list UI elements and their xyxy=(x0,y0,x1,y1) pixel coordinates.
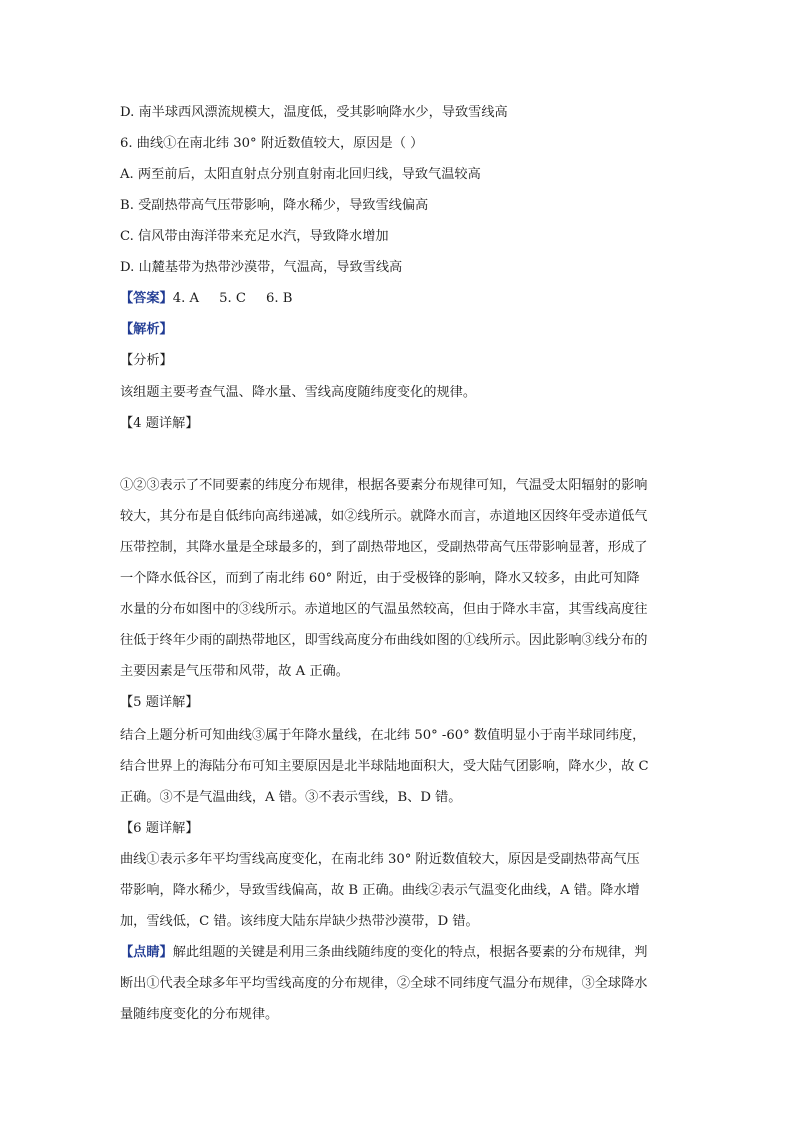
fenxi-text: 该组题主要考查气温、降水量、雪线高度随纬度变化的规律。 xyxy=(120,385,477,400)
option-c-q6: C. 信风带由海洋带来充足水汽，导致降水增加 xyxy=(120,229,389,244)
q4-line-6: 往低于终年少雨的副热带地区，即雪线高度分布曲线如图的①线所示。因此影响③线分布的 xyxy=(120,633,648,648)
q5-line-1: 结合上题分析可知曲线③属于年降水量线，在北纬 50° -60° 数值明显小于南半球同纬度， xyxy=(120,728,646,743)
answer-5: 5. C xyxy=(219,291,246,306)
answer-6: 6. B xyxy=(265,291,293,306)
answer-line xyxy=(120,289,684,309)
question-6: 6. 曲线①在南北纬 30° 附近数值较大，原因是（ ） xyxy=(120,136,424,151)
dianjing-line-2: 断出①代表全球多年平均雪线高度的分布规律，②全球不同纬度气温分布规律，③全球降水 xyxy=(120,976,648,991)
q4-line-2: 较大，其分布是自低纬向高纬递减，如②线所示。就降水而言，赤道地区因终年受赤道低气 xyxy=(120,509,648,524)
q4-line-5: 水量的分布如图中的③线所示。赤道地区的气温虽然较高，但由于降水丰富，其雪线高度往 xyxy=(120,602,648,617)
dianjing-line-1 xyxy=(120,943,684,963)
option-d-q6: D. 山麓基带为热带沙漠带，气温高，导致雪线高 xyxy=(120,260,403,275)
answer-4: 4. A xyxy=(172,291,200,306)
q6-line-2: 带影响，降水稀少，导致雪线偏高，故 B 正确。曲线②表示气温变化曲线，A 错。降水增 xyxy=(120,883,640,898)
q5-heading: 【5 题详解】 xyxy=(120,695,199,710)
q5-line-2: 结合世界上的海陆分布可知主要原因是北半球陆地面积大，受大陆气团影响，降水少，故 C xyxy=(120,759,649,774)
option-a-q6: A. 两至前后，太阳直射点分别直射南北回归线，导致气温较高 xyxy=(120,167,481,182)
q4-line-1: ①②③表示了不同要素的纬度分布规律，根据各要素分布规律可知，气温受太阳辐射的影响 xyxy=(120,478,648,493)
q6-line-3: 加，雪线低，C 错。该纬度大陆东岸缺少热带沙漠带，D 错。 xyxy=(120,914,479,929)
q4-heading: 【4 题详解】 xyxy=(120,416,199,431)
q6-line-1: 曲线①表示多年平均雪线高度变化，在南北纬 30° 附近数值较大，原因是受副热带高气压 xyxy=(120,852,640,867)
answer-label: 【答案】 xyxy=(120,291,173,306)
option-d-q5: D. 南半球西风漂流规模大，温度低，受其影响降水少，导致雪线高 xyxy=(120,105,508,120)
dianjing-text-1: 解此组题的关键是利用三条曲线随纬度的变化的特点，根据各要素的分布规律，判 xyxy=(172,945,648,960)
q4-line-3: 压带控制，其降水量是全球最多的，到了副热带地区，受副热带高气压带影响显著，形成了 xyxy=(120,540,648,555)
fenxi-heading: 【分析】 xyxy=(120,353,173,368)
dianjing-label: 【点睛】 xyxy=(120,945,173,960)
q6-heading: 【6 题详解】 xyxy=(120,821,199,836)
option-b-q6: B. 受副热带高气压带影响，降水稀少，导致雪线偏高 xyxy=(120,198,429,213)
q4-line-4: 一个降水低谷区，而到了南北纬 60° 附近，由于受极锋的影响，降水又较多，由此可知降 xyxy=(120,571,640,586)
q5-line-3: 正确。③不是气温曲线，A 错。③不表示雪线，B、D 错。 xyxy=(120,790,462,805)
analysis-heading: 【解析】 xyxy=(120,322,173,337)
dianjing-line-3: 量随纬度变化的分布规律。 xyxy=(120,1007,279,1022)
q4-line-7: 主要因素是气压带和风带，故 A 正确。 xyxy=(120,664,349,679)
